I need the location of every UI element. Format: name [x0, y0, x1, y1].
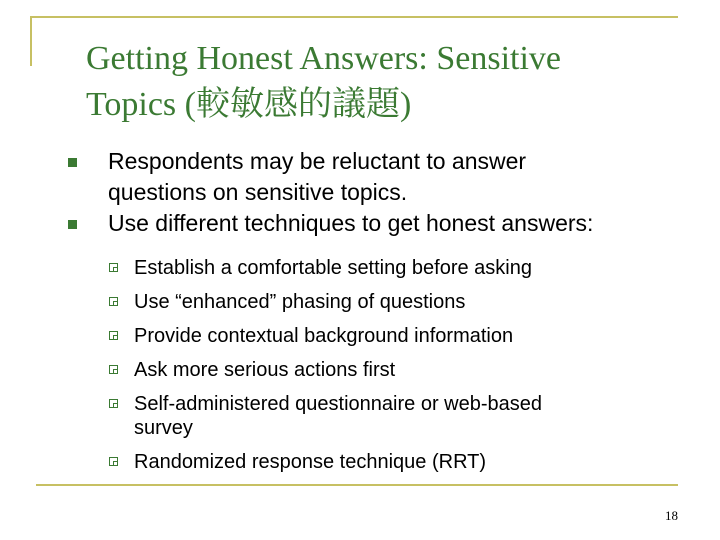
bullet-item [68, 208, 688, 239]
sub-bullet-text-line: Establish a comfortable setting before asking [134, 257, 532, 279]
bullet-item [68, 146, 688, 208]
sub-bullet-item [68, 319, 688, 353]
hollow-box-icon [109, 297, 118, 306]
sub-bullet-list [68, 251, 688, 479]
slide-title-line: Getting Honest Answers: Sensitive [86, 40, 562, 77]
sub-bullet-item [68, 387, 688, 445]
hollow-box-icon [109, 399, 118, 408]
frame-top-rule [30, 16, 678, 18]
sub-bullet-text-line: Use “enhanced” phasing of questions [134, 291, 466, 313]
bullet-text-line: Respondents may be reluctant to answer [108, 148, 527, 174]
sub-bullet-text-line: Ask more serious actions first [134, 359, 396, 381]
filled-square-icon [68, 158, 77, 167]
bullet-list [68, 146, 688, 239]
hollow-box-icon [109, 263, 118, 272]
bullet-text-line: Use different techniques to get honest answers: [108, 210, 594, 236]
slide-title-line: Topics (較敏感的議題) [86, 86, 412, 123]
sub-bullet-text-line: Self-administered questionnaire or web-based [134, 393, 543, 415]
frame-left-rule [30, 16, 32, 66]
filled-square-icon [68, 220, 77, 229]
slide-title [86, 36, 686, 128]
page-number: 18 [665, 508, 678, 523]
sub-bullet-text-line: survey [134, 417, 193, 439]
sub-bullet-item [68, 353, 688, 387]
sub-bullet-item [68, 285, 688, 319]
frame-bottom-rule [36, 484, 678, 486]
sub-bullet-text-line: Randomized response technique (RRT) [134, 451, 487, 473]
sub-bullet-item [68, 251, 688, 285]
hollow-box-icon [109, 365, 118, 374]
sub-bullet-text-line: Provide contextual background information [134, 325, 514, 347]
bullet-text-line: questions on sensitive topics. [108, 179, 408, 205]
hollow-box-icon [109, 331, 118, 340]
sub-bullet-item [68, 445, 688, 479]
hollow-box-icon [109, 457, 118, 466]
